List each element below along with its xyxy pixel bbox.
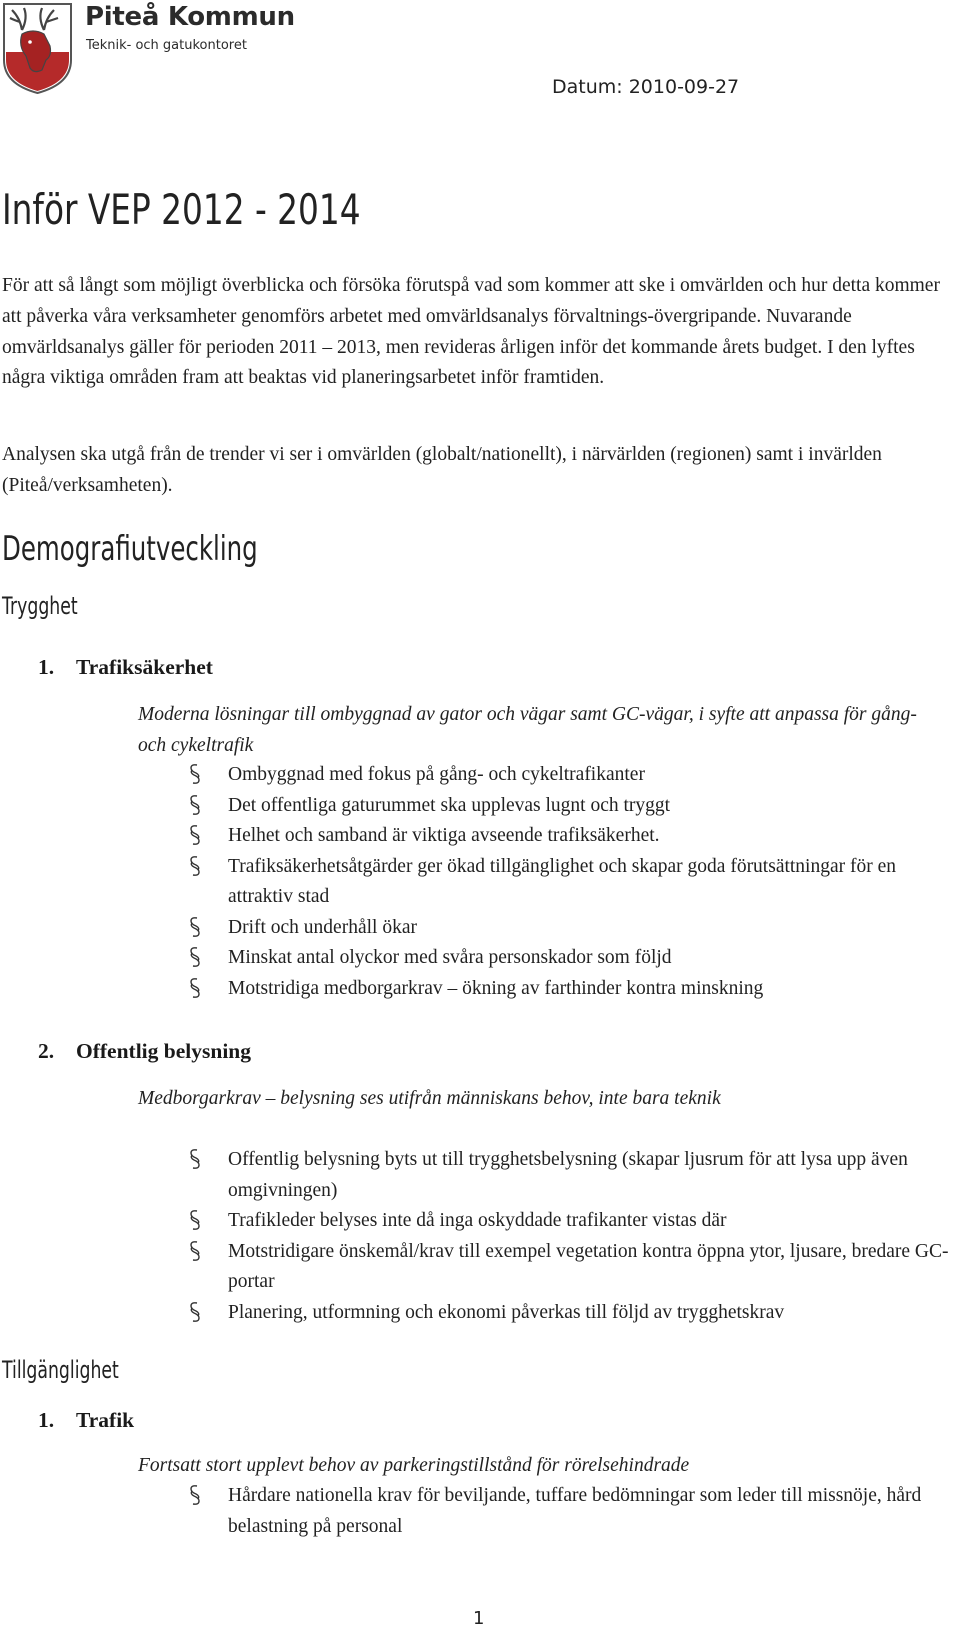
intro-paragraph: För att så långt som möjligt överblicka och försöka förutspå vad som kommer att ske i omvärlden och hur detta kommer att påverka våra verksamheter genomförs arbetet med omvärldsanalys förvaltnings-övergripande. Nuvarande omvärldsanalys gäller för perioden 2011 – 2013, men revideras årligen inför det kommande årets budget. I den lyftes några viktiga områden fram att beaktas vid planeringsarbetet inför framtiden. — [2, 275, 940, 389]
organization-name: Piteå Kommun — [85, 2, 295, 32]
list-item: Trafikleder belyses inte då inga oskyddade trafikanter vistas där — [188, 1206, 958, 1237]
list-item: Minskat antal olyckor med svåra personskador som följd — [188, 943, 958, 974]
numbered-heading — [38, 1039, 251, 1064]
list-item: Planering, utformning och ekonomi påverkas till följd av trygghetskrav — [188, 1298, 958, 1329]
section-sign-bullet-icon — [188, 855, 202, 877]
organization-department: Teknik- och gatukontoret — [86, 38, 247, 53]
item-lead: Fortsatt stort upplevt behov av parkeringstillstånd för rörelsehindrade — [138, 1455, 690, 1476]
numbered-heading — [38, 655, 213, 680]
item-lead: Medborgarkrav – belysning ses utifrån människans behov, inte bara teknik — [138, 1088, 721, 1109]
list-item: Trafiksäkerhetsåtgärder ger ökad tillgänglighet och skapar goda förutsättningar för en attraktiv stad — [188, 852, 958, 913]
section-sign-bullet-icon — [188, 916, 202, 938]
intro-paragraph: Analysen ska utgå från de trender vi ser i omvärlden (globalt/nationellt), i närvärlden (regionen) samt i invärlden (Piteå/verksamheten). — [2, 444, 882, 496]
document-date: Datum: 2010-09-27 — [552, 76, 740, 98]
item-lead: Moderna lösningar till ombyggnad av gator och vägar samt GC-vägar, i syfte att anpassa för gång- och cykeltrafik — [138, 704, 917, 756]
section-sign-bullet-icon — [188, 794, 202, 816]
section-sign-bullet-icon — [188, 824, 202, 846]
item-heading: Trafik — [76, 1408, 135, 1432]
section-sign-bullet-icon — [188, 1148, 202, 1170]
list-item: Motstridigare önskemål/krav till exempel vegetation kontra öppna ytor, ljusare, bredare GC-portar — [188, 1237, 958, 1298]
item-number: 1. — [38, 655, 55, 679]
section-sign-bullet-icon — [188, 946, 202, 968]
item-number: 2. — [38, 1039, 55, 1063]
section-heading: Demografiutveckling — [2, 529, 258, 569]
list-item: Motstridiga medborgarkrav – ökning av farthinder kontra minskning — [188, 974, 958, 1005]
section-sign-bullet-icon — [188, 1209, 202, 1231]
section-sign-bullet-icon — [188, 977, 202, 999]
reindeer-crest-icon — [0, 0, 75, 95]
section-sign-bullet-icon — [188, 1301, 202, 1323]
item-heading: Offentlig belysning — [76, 1039, 252, 1063]
bullet-list — [188, 1481, 958, 1542]
list-item: Hårdare nationella krav för beviljande, tuffare bedömningar som leder till missnöje, hård belastning på personal — [188, 1481, 958, 1542]
bullet-list — [188, 760, 958, 1004]
item-number: 1. — [38, 1408, 55, 1432]
list-item: Ombyggnad med fokus på gång- och cykeltrafikanter — [188, 760, 958, 791]
list-item: Det offentliga gaturummet ska upplevas lugnt och tryggt — [188, 791, 958, 822]
list-item: Drift och underhåll ökar — [188, 913, 958, 944]
list-item: Offentlig belysning byts ut till trygghetsbelysning (skapar ljusrum för att lysa upp även omgivningen) — [188, 1145, 958, 1206]
section-sign-bullet-icon — [188, 1240, 202, 1262]
section-sign-bullet-icon — [188, 763, 202, 785]
section-sign-bullet-icon — [188, 1484, 202, 1506]
item-heading: Trafiksäkerhet — [76, 655, 213, 679]
bullet-list — [188, 1145, 958, 1328]
subsection-heading-trygghet: Trygghet — [2, 592, 78, 620]
subsection-heading-tillganglighet: Tillgänglighet — [2, 1356, 119, 1384]
page-number: 1 — [473, 1608, 485, 1629]
list-item: Helhet och samband är viktiga avseende trafiksäkerhet. — [188, 821, 958, 852]
numbered-heading — [38, 1408, 134, 1433]
document-title: Inför VEP 2012 - 2014 — [2, 185, 361, 234]
